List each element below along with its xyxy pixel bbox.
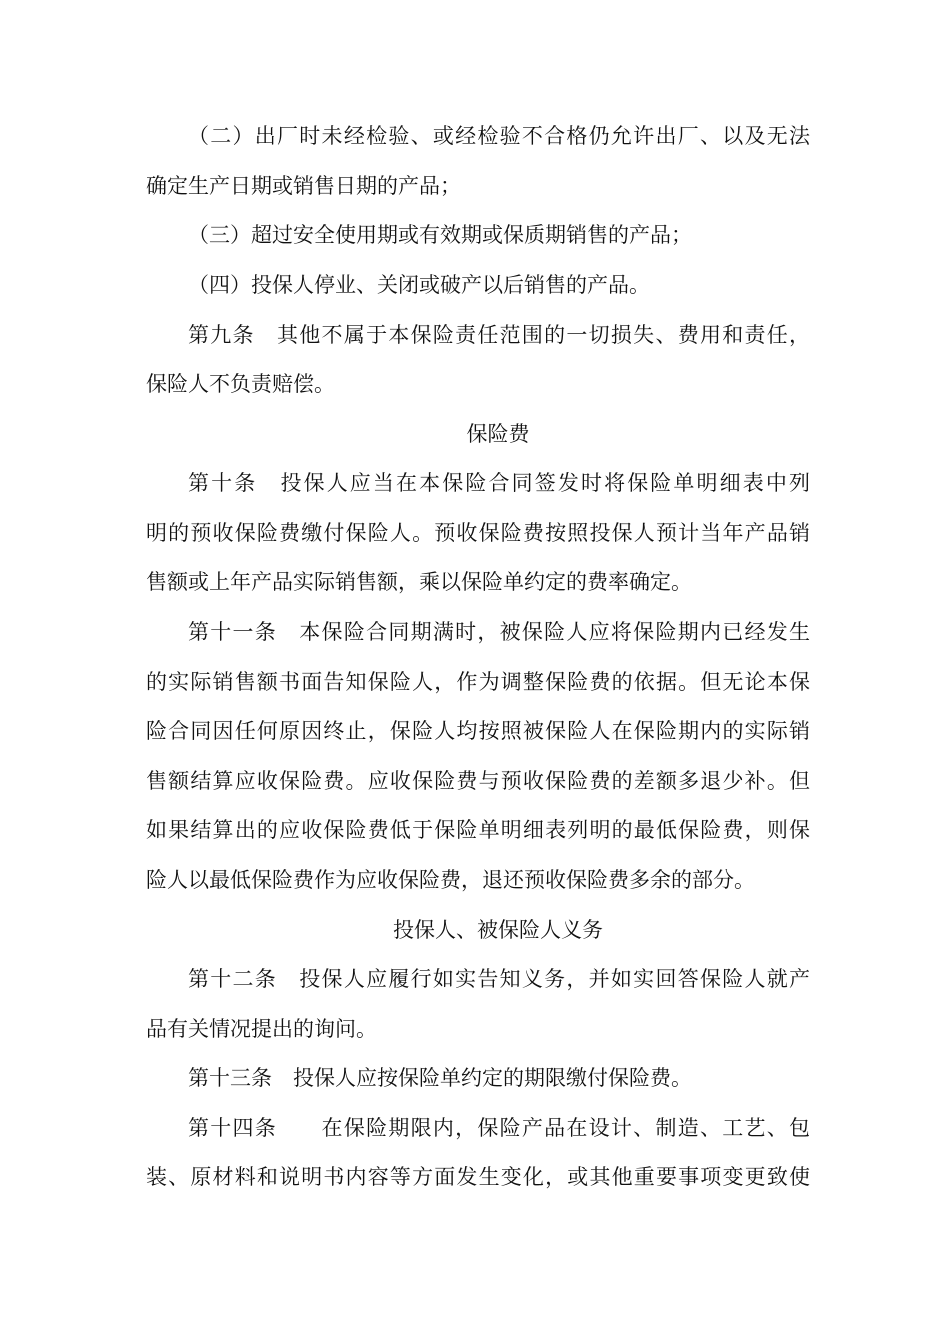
clause-10-line-3: 售额或上年产品实际销售额，乘以保险单约定的费率确定。 (146, 570, 692, 594)
section-heading-premium: 保险费 (466, 422, 530, 446)
clause-12-line-1: 第十二条 投保人应履行如实告知义务，并如实回答保险人就产 (188, 967, 810, 991)
clause-10-line-1: 第十条 投保人应当在本保险合同签发时将保险单明细表中列 (188, 471, 810, 495)
clause-11-line-3: 险合同因任何原因终止，保险人均按照被保险人在保险期内的实际销 (146, 719, 810, 743)
clause-8-item-3: （三）超过安全使用期或有效期或保质期销售的产品； (188, 223, 692, 247)
clause-13: 第十三条 投保人应按保险单约定的期限缴付保险费。 (188, 1066, 692, 1090)
clause-14-line-1: 第十四条 在保险期限内，保险产品在设计、制造、工艺、包 (188, 1116, 810, 1140)
clause-8-item-4: （四）投保人停业、关闭或破产以后销售的产品。 (188, 273, 650, 297)
clause-12-line-2: 品有关情况提出的询问。 (146, 1017, 377, 1041)
clause-11-line-4: 售额结算应收保险费。应收保险费与预收保险费的差额多退少补。但 (146, 769, 810, 793)
clause-8-item-2-line-2: 确定生产日期或销售日期的产品； (146, 174, 461, 198)
clause-10-line-2: 明的预收保险费缴付保险人。预收保险费按照投保人预计当年产品销 (146, 521, 810, 545)
clause-14-line-2: 装、原材料和说明书内容等方面发生变化，或其他重要事项变更致使 (146, 1165, 810, 1189)
clause-11-line-6: 险人以最低保险费作为应收保险费，退还预收保险费多余的部分。 (146, 868, 755, 892)
section-heading-obligations: 投保人、被保险人义务 (393, 918, 603, 942)
clause-11-line-1: 第十一条 本保险合同期满时，被保险人应将保险期内已经发生 (188, 620, 810, 644)
clause-9-line-2: 保险人不负责赔偿。 (146, 372, 335, 396)
clause-8-item-2-line-1: （二）出厂时未经检验、或经检验不合格仍允许出厂、以及无法 (188, 124, 810, 148)
clause-11-line-5: 如果结算出的应收保险费低于保险单明细表列明的最低保险费，则保 (146, 818, 810, 842)
clause-11-line-2: 的实际销售额书面告知保险人，作为调整保险费的依据。但无论本保 (146, 670, 810, 694)
clause-9-line-1: 第九条 其他不属于本保险责任范围的一切损失、费用和责任， (188, 323, 810, 347)
